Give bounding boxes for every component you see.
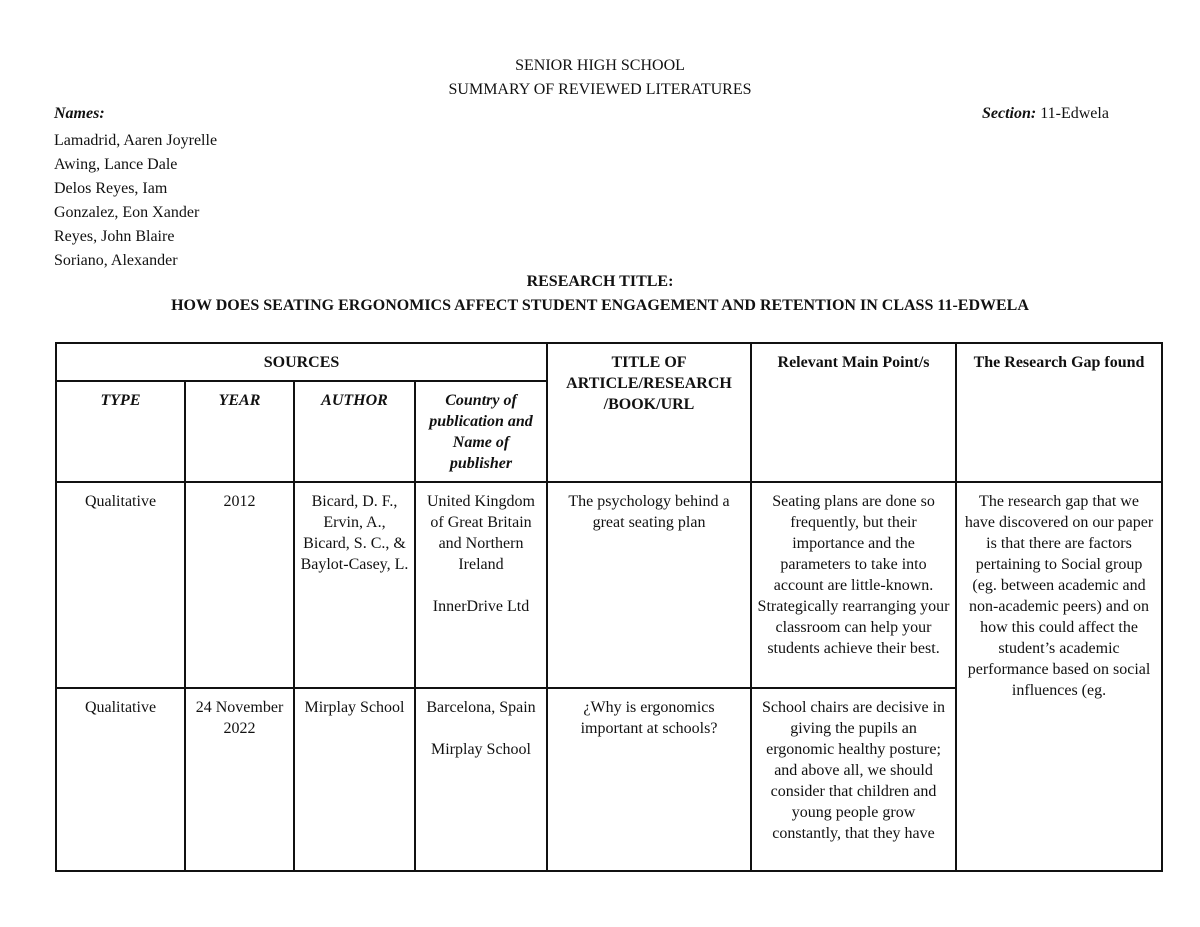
table-header-row (56, 343, 1162, 381)
research-title-label: RESEARCH TITLE: (526, 273, 674, 290)
title-header: TITLE OF ARTICLE/RESEARCH /BOOK/URL (547, 343, 751, 482)
literature-table (55, 342, 1163, 872)
research-gap-header: The Research Gap found (956, 343, 1162, 482)
main-point-text: School chairs are decisive in giving the pupils an ergonomic healthy posture; and above all, we should consider that children and young people grow constantly, that they have (761, 699, 946, 842)
section-info (982, 105, 1109, 123)
country-text: United Kingdom of Great Britain and Northern Ireland (427, 493, 535, 573)
names-list (54, 129, 217, 273)
document-title: SUMMARY OF REVIEWED LITERATURES (448, 81, 752, 98)
type-cell: Qualitative (56, 482, 185, 688)
publisher-text: InnerDrive Ltd (432, 598, 530, 615)
title-cell: ¿Why is ergonomics important at schools? (547, 688, 751, 871)
student-name: Reyes, John Blaire (54, 228, 175, 245)
type-cell: Qualitative (56, 688, 185, 871)
main-point-cell: Seating plans are done so frequently, but their importance and the parameters to take into account are little-known. Strategically rearranging your classroom can help your students achieve their best. (751, 482, 956, 688)
country-header: Country of publication and Name of publisher (415, 381, 547, 482)
research-title: HOW DOES SEATING ERGONOMICS AFFECT STUDENT ENGAGEMENT AND RETENTION IN CLASS 11-EDWELA (171, 297, 1029, 314)
table-row (56, 482, 1162, 688)
country-cell (415, 482, 547, 688)
author-cell: Bicard, D. F., Ervin, A., Bicard, S. C., & Baylot-Casey, L. (294, 482, 415, 688)
publisher-text: Mirplay School (431, 741, 531, 758)
student-name: Lamadrid, Aaren Joyrelle (54, 132, 218, 149)
section-label: Section: (982, 105, 1037, 122)
student-name: Delos Reyes, Iam (54, 180, 168, 197)
student-name: Gonzalez, Eon Xander (54, 204, 200, 221)
year-cell: 2012 (185, 482, 294, 688)
author-cell: Mirplay School (294, 688, 415, 871)
sources-header: SOURCES (56, 343, 547, 381)
student-name: Awing, Lance Dale (54, 156, 178, 173)
year-header: YEAR (185, 381, 294, 482)
student-name: Soriano, Alexander (54, 252, 178, 269)
main-points-header: Relevant Main Point/s (751, 343, 956, 482)
school-name: SENIOR HIGH SCHOOL (515, 57, 685, 74)
type-header: TYPE (56, 381, 185, 482)
names-label: Names: (54, 105, 105, 122)
title-cell: The psychology behind a great seating plan (547, 482, 751, 688)
country-text: Barcelona, Spain (426, 699, 536, 716)
section-value: 11-Edwela (1040, 105, 1109, 122)
research-gap-text: The research gap that we have discovered on our paper is that there are factors pertaining to Social group (eg. between academic and non-academic peers) and on how this could affect the student’s academic performance based on social influences (eg. (964, 493, 1154, 699)
country-cell (415, 688, 547, 871)
author-header: AUTHOR (294, 381, 415, 482)
research-gap-cell (956, 482, 1162, 871)
year-cell: 24 November 2022 (185, 688, 294, 871)
main-point-cell (751, 688, 956, 871)
